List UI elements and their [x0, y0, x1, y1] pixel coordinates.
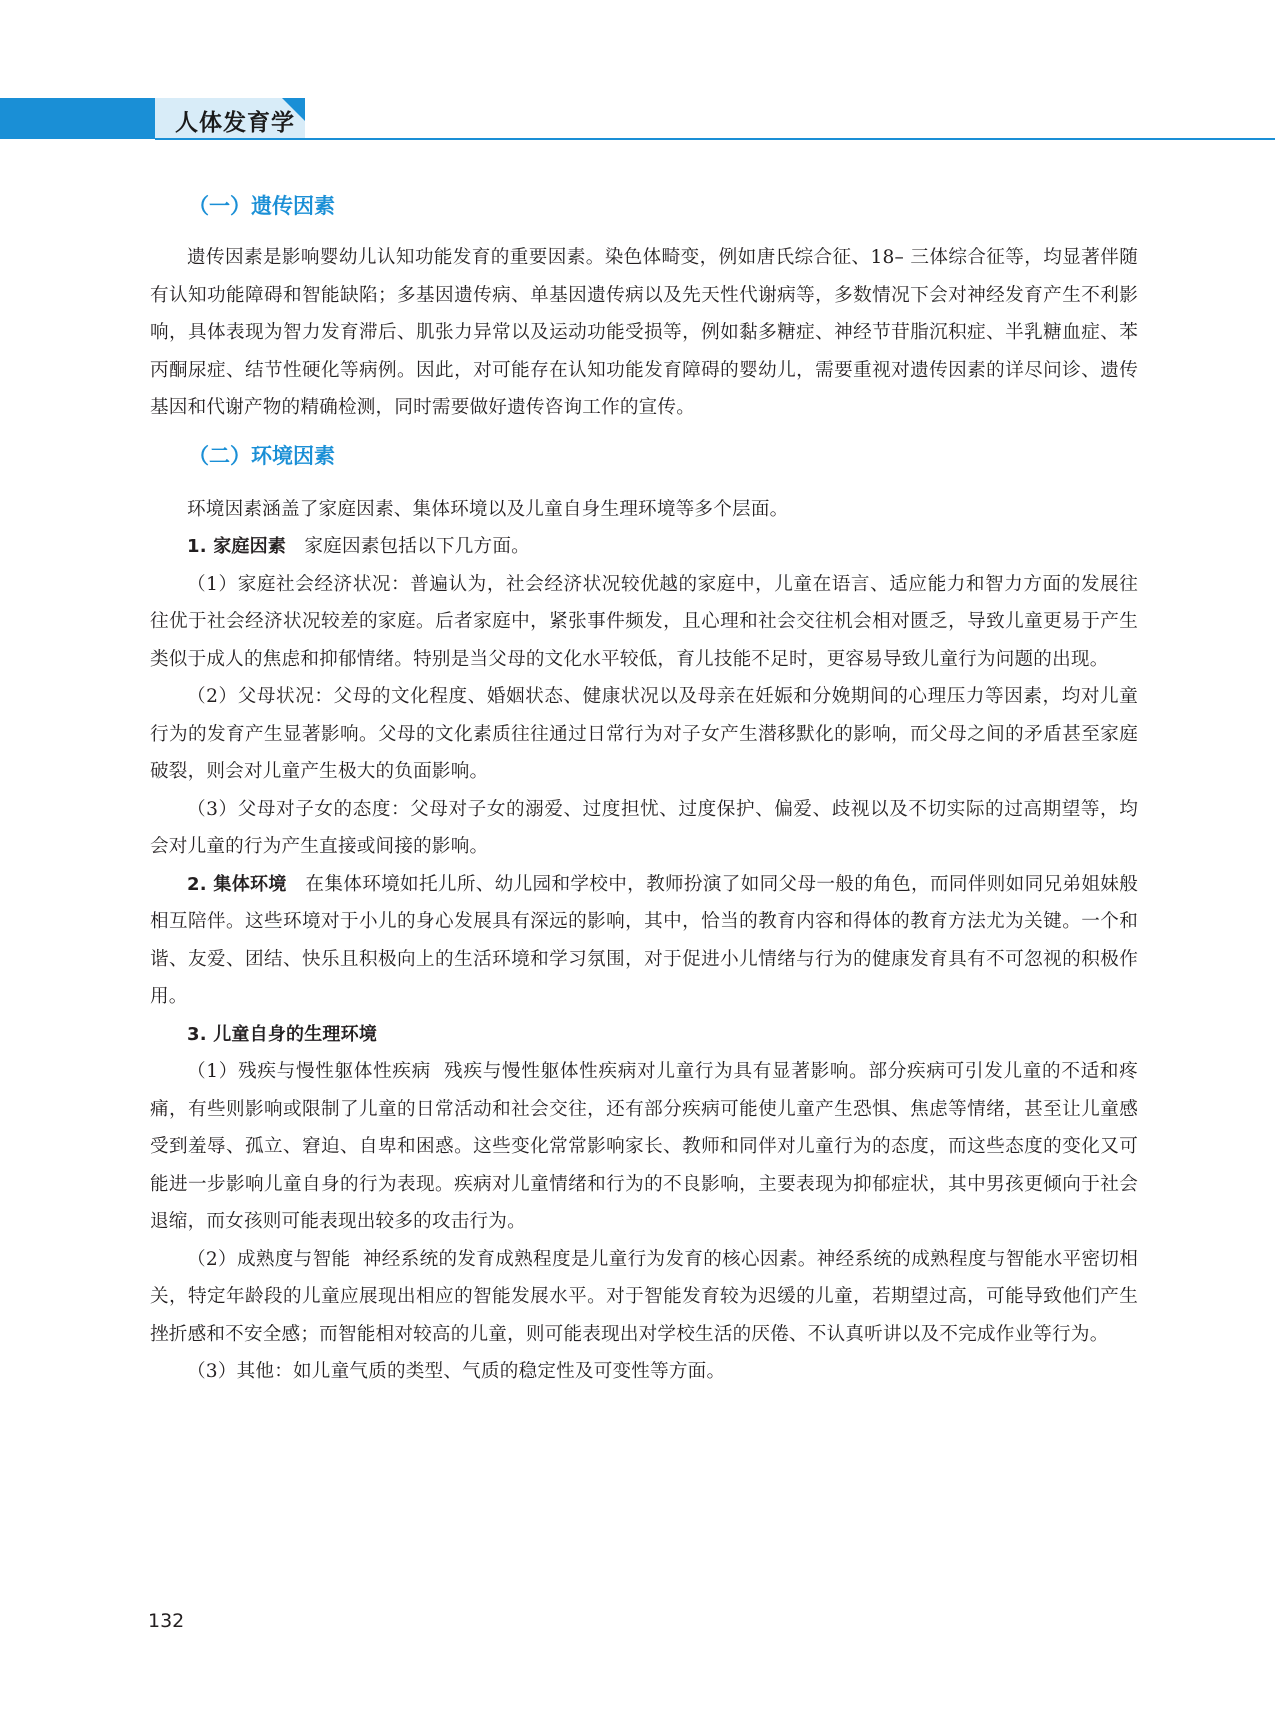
section-heading-environment: （二）环境因素 — [188, 443, 335, 468]
paragraph-physio-heading — [150, 1016, 1138, 1054]
paragraph-physio-item-1: （1）残疾与慢性躯体性疾病 残疾与慢性躯体性疾病对儿童行为具有显著影响。部分疾病可引发儿童的不适和疼痛，有些则影响或限制了儿童的日常活动和社会交往，还有部分疾病可能使儿童产生恐惧、焦虑等情绪，甚至让儿童感受到羞辱、孤立、窘迫、自卑和困惑。这些变化常常影响家长、教师和同伴对儿童行为的态度，而这些态度的变化又可能进一步影响儿童自身的行为表现。疾病对儿童情绪和行为的不良影响，主要表现为抑郁症状，其中男孩更倾向于社会退缩，而女孩则可能表现出较多的攻击行为。 — [150, 1061, 1138, 1232]
paragraph-family-item-2: （2）父母状况：父母的文化程度、婚姻状态、健康状况以及母亲在妊娠和分娩期间的心理压力等因素，均对儿童行为的发育产生显著影响。父母的文化素质往往通过日常行为对子女产生潜移默化的影响，而父母之间的矛盾甚至家庭破裂，则会对儿童产生极大的负面影响。 — [150, 686, 1138, 782]
paragraph-physio-item-2: （2）成熟度与智能 神经系统的发育成熟程度是儿童行为发育的核心因素。神经系统的成熟程度与智能水平密切相关，特定年龄段的儿童应展现出相应的智能发展水平。对于智能发育较为迟缓的儿童，若期望过高，可能导致他们产生挫折感和不安全感；而智能相对较高的儿童，则可能表现出对学校生活的厌倦、不认真听讲以及不完成作业等行为。 — [150, 1248, 1138, 1345]
header-rule — [155, 138, 1275, 140]
collective-text: 在集体环境如托儿所、幼儿园和学校中，教师扮演了如同父母一般的角色，而同伴则如同兄弟姐妹般相互陪伴。这些环境对于小儿的身心发展具有深远的影响，其中，恰当的教育内容和得体的教育方法尤为关键。一个和谐、友爱、团结、快乐且积极向上的生活环境和学习氛围，对于促进小儿情绪与行为的健康发育具有不可忽视的积极作用。 — [150, 873, 1138, 1007]
paragraph-physio-item-3: （3）其他：如儿童气质的类型、气质的稳定性及可变性等方面。 — [187, 1361, 726, 1382]
section-heading-genetic: （一）遗传因素 — [188, 194, 335, 218]
paragraph-family-item-1: （1）家庭社会经济状况：普遍认为，社会经济状况较优越的家庭中，儿童在语言、适应能力和智力方面的发展往往优于社会经济状况较差的家庭。后者家庭中，紧张事件频发，且心理和社会交往机会相对匮乏，导致儿童更易于产生类似于成人的焦虑和抑郁情绪。特别是当父母的文化水平较低，育儿技能不足时，更容易导致儿童行为问题的出现。 — [150, 573, 1138, 670]
page-number: 132 — [148, 1610, 185, 1632]
paragraph-environment-intro: 环境因素涵盖了家庭因素、集体环境以及儿童自身生理环境等多个层面。 — [187, 498, 789, 520]
subheading-family: 1. 家庭因素 — [187, 536, 287, 557]
subheading-collective: 2. 集体环境 — [187, 873, 287, 895]
paragraph-genetic: 遗传因素是影响婴幼儿认知功能发育的重要因素。染色体畸变，例如唐氏综合征、18– 三体综合征等，均显著伴随有认知功能障碍和智能缺陷；多基因遗传病、单基因遗传病以及先天性代谢病等，多数情况下会对神经发育产生不利影响，具体表现为智力发育滞后、肌张力异常以及运动功能受损等，例如黏多糖症、神经节苷脂沉积症、半乳糖血症、苯丙酮尿症、结节性硬化等病例。因此，对可能存在认知功能发育障碍的婴幼儿，需要重视对遗传因素的详尽问诊、遗传基因和代谢产物的精确检测，同时需要做好遗传咨询工作的宣传。 — [150, 247, 1138, 418]
paragraph-family — [150, 528, 1138, 566]
paragraph-collective — [150, 866, 1138, 1016]
header-accent-band — [0, 98, 155, 139]
page-body — [150, 185, 1138, 1391]
subheading-physiological: 3. 儿童自身的生理环境 — [187, 1023, 378, 1045]
family-text: 家庭因素包括以下几方面。 — [304, 536, 530, 557]
paragraph-family-item-3: （3）父母对子女的态度：父母对子女的溺爱、过度担忧、过度保护、偏爱、歧视以及不切实际的过高期望等，均会对儿童的行为产生直接或间接的影响。 — [150, 798, 1138, 857]
running-header-title: 人体发育学 — [175, 110, 295, 136]
